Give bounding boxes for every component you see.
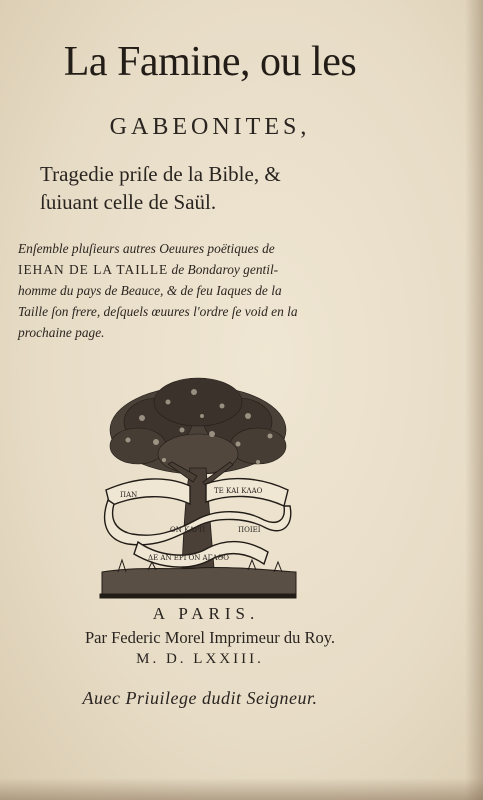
paragraph-line-2 bbox=[18, 259, 388, 280]
banner-text-1: ΠΑΝ bbox=[120, 491, 138, 499]
description-line-2: ſuiuant celle de Saül. bbox=[40, 190, 217, 214]
imprint-year: M. D. LXXIII. bbox=[136, 651, 264, 667]
banner-text-2: ΤΕ ΚΑΙ ΚΛΑΟ bbox=[214, 487, 263, 495]
paragraph-line-4: Taille ſon frere, deſquels œuures l'ordre ſe void en la bbox=[18, 304, 298, 319]
tree-canopy bbox=[110, 378, 286, 474]
book-subtitle: GABEONITES, bbox=[109, 114, 311, 140]
paragraph-line-1: Enſemble pluſieurs autres Oeuures poëtiques de bbox=[18, 241, 275, 256]
book-title: La Famine, ou les bbox=[63, 39, 357, 85]
page-bottom-shadow bbox=[0, 778, 483, 800]
description-line-1: Tragedie priſe de la Bible, & bbox=[40, 162, 281, 186]
contents-paragraph bbox=[18, 238, 388, 343]
imprint-privilege: Auec Priuilege dudit Seigneur. bbox=[82, 688, 318, 708]
page-edge-shadow bbox=[465, 0, 483, 800]
banner-text-3: ΠΟΙΕΙ bbox=[238, 526, 261, 534]
imprint-printer: Par Federic Morel Imprimeur du Roy. bbox=[84, 628, 336, 647]
banner-text-4: ΔΕ ΑΝ ΕΡΓΟΝ ΑΓΑΘΟ bbox=[148, 554, 230, 562]
printers-device-emblem bbox=[98, 372, 298, 604]
banner-text-5: ON ΚΑΡΠ bbox=[170, 526, 206, 534]
imprint-place: A PARIS. bbox=[152, 604, 260, 623]
paragraph-line-5: prochaine page. bbox=[18, 325, 105, 340]
paragraph-line-2-rest: de Bondaroy gentil- bbox=[168, 262, 279, 277]
author-name: IEHAN DE LA TAILLE bbox=[18, 262, 169, 277]
paragraph-line-3: homme du pays de Beauce, & de feu Iaques de la bbox=[18, 283, 282, 298]
